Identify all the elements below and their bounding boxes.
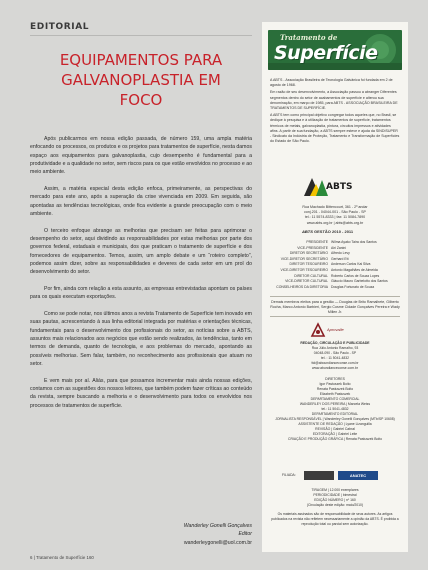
tiragem-disclaimer: Os materiais assinados são de responsabilidade de seus autores. As artigos publicados na revista não refletem necessariamente a opinião da ABTS. É proibida a reprodução total ou parcial sem autorização. — [271, 512, 399, 526]
publisher-logo — [310, 322, 360, 338]
credit-line: WANDERLEY DOS PEREIRA | Marcela Weiss — [299, 402, 371, 406]
masthead-column — [262, 22, 408, 552]
paragraph: Por fim, ainda com relação a esta assunto, as empresas entrevistadas apontam os países para os quais executam exportações. — [30, 286, 252, 301]
about-paragraph: A ABTS - Associação Brasileira de Tecnologia Galvânica foi fundada em 2 de agosto de 1968. — [270, 78, 393, 88]
paragraph: E vem mais por aí. Aliás, para que possamos incrementar mais ainda nossas edições, contamos com as sugestões dos nossos leitores, que também podem fazer críticas ao conteúdo da revista, sempre buscando a melhoria e o desenvolvimento para todos os envolvidos nos processos de tratamentos de superfície. — [30, 377, 252, 409]
title-line: GALVANOPLASTIA EM — [61, 71, 221, 89]
staff-name: Douglas Fortunato de Souza — [331, 284, 375, 289]
author-role: Editor — [238, 531, 252, 538]
staff-role: VICE-DIRETOR TESOUREIRO — [280, 267, 328, 272]
credit-heading: DEPARTAMENTO COMERCIAL — [310, 397, 360, 401]
abts-mini-logo: ABTS — [302, 229, 313, 234]
credit-line: REVISÃO | Gabriel Cabral — [315, 427, 355, 431]
staff-name: Alfredo Levy — [331, 251, 350, 256]
editorial-body — [30, 135, 252, 418]
tiragem-line: (Circulação deste edição: maio/2010) — [306, 503, 364, 507]
title-line: EQUIPAMENTOS PARA — [59, 51, 223, 69]
credit-line: Elizabeth Pastuszek — [319, 392, 351, 396]
paragraph: Após publicarmos em nossa edição passada, de número 159, uma ampla matéria enfocando os processos, os produtos e os projetos para tratamentos de superfície, nesta damos espaço aos equipamentos para galvanoplastia, cujo desempenho é fundamental para a produtividade e a qualidade no setor, sem riscos para os que estão envolvidos no processo e ao meio ambiente. — [30, 136, 252, 176]
credit-line: Renata Pastuszek Boito — [316, 387, 354, 391]
publisher-logo-text: Aprovalle — [327, 327, 344, 332]
staff-name: Airi Zanini — [331, 245, 347, 250]
section-label: EDITORIAL — [30, 22, 252, 36]
staff-role: VICE-PRESIDENTE — [297, 245, 328, 250]
credit-line: CRIAÇÃO E PRODUÇÃO GRÁFICA | Renata Pastuszek Boito — [288, 437, 382, 441]
address-line: tel.: 11 5574-8333 | fax: 11 5084-7890 — [304, 215, 366, 220]
filiada-badge — [304, 471, 334, 480]
address-link[interactable]: www.abts.org.br | abts@abts.org.br — [306, 220, 364, 225]
staff-role: VICE-DIRETOR SECRETÁRIO — [280, 256, 328, 261]
paragraph: O terceiro enfoque abrange as melhorias que precisam ser feitas para aprimorar o desempenho do setor, aqui dividindo as responsabilidades por estas melhorias por parte dos governos federal, estaduais e municipais, dos que praticam o tratamento de superfície e dos fornecedores de equipamentos. Temos, assim, um amplo debate e um “roteiro completo”, podemos assim dizer, sobre as responsabilidades e deveres de cada setor em um prol do desenvolvimento do setor. — [30, 227, 252, 276]
credit-line: ASSISTENTE DE REDAÇÃO | Lyane Lizanguilla — [298, 422, 372, 426]
publisher-line: tel. : 11 5041-4832 — [320, 356, 350, 360]
staff-name: Anderson Carlos Kai Silva — [331, 262, 371, 267]
publisher-info — [270, 341, 400, 371]
filiada-label: FILIADA: — [282, 473, 296, 477]
gestao-text: GESTÃO 2010 - 2011 — [314, 229, 354, 234]
abts-logo-text: ABTS — [326, 182, 353, 192]
anatec-badge: ANATEC — [338, 471, 378, 480]
paragraph: Como se pode notar, nos últimos anos a revista Tratamento de Superfície tem inovado em suas pautas, acrescentando à sua linha editorial integrada por matérias e orientações técnicas, fundamentais para o desenvolvimento dos profissionais do setor, as notícias sobre a ABTS, assuntos mais relacionados aos negócios que estão sendo realizados, às tendências, tanto em termos de demanda, quanto de tecnologia, e aos problemas do mercado, apontando as possíveis melhorias. Sem falar, também, no reconhecimento aos profissionais que atuam no setor. — [30, 311, 252, 368]
publisher-link[interactable]: www.abundianceconse.com.br — [312, 366, 358, 370]
staff-name: Wilma Ayako Taira dos Santos — [331, 240, 377, 244]
abts-about — [270, 78, 400, 146]
staff-row — [270, 285, 400, 291]
staff-name: Antonio Magalhães de Almeida — [331, 267, 378, 272]
page-footer: 6 | Tratamento de Superfície 160 — [30, 555, 94, 560]
about-paragraph: A ABTS tem como principal objetivo congregar todos aqueles que, no Brasil, se dedique à pesquisa e à utilização de tratamentos de superfície, tratamentos térmicos de metais, galvanoplastia, pintura, circuitos impressos e atividades afins. A partir de sua fundação, a ABTS sempre esteve e ajuda da SINDISUPER - Sindicato da Indústria de Proteção, Tratamento e Transformação de Superfícies do Estado de São Paulo. — [270, 113, 400, 144]
author-email: wanderleygonelli@uol.com.br — [183, 539, 252, 546]
editorial-title — [30, 50, 252, 110]
publisher-line: REDAÇÃO, CIRCULAÇÃO E PUBLICIDADE — [300, 341, 370, 345]
credit-line: tel.: 11 5041-4832 — [321, 407, 349, 411]
publisher-logo-icon — [310, 322, 326, 338]
other-members: Demais membros eleitos para a gestão — Douglas de Brito Ramalhete, Gilberto Rocha, Marco Antonio Barbieri, Sergio Cosme Cidade Gonçalves Pereira e Wady Millen Jr. — [270, 300, 400, 315]
staff-name: Gláucio Mauro Garbelotto dos Santos — [331, 279, 388, 284]
tiragem-line: TIRAGEM | 12.000 exemplares — [311, 488, 359, 492]
address-line: Rua Machado Bittencourt, 361 - 2º andar — [302, 205, 368, 209]
signature-block — [30, 522, 252, 547]
address-line: conj.201 - 04044-001 - São Paulo - SP — [304, 210, 366, 215]
credit-line: EDITORAÇÃO | Gabriel Leite — [312, 432, 358, 436]
publisher-link[interactable]: ttd@aboundianceconse.com.br — [311, 361, 359, 365]
credit-line: JORNALISTA RESPONSÁVEL | Wanderley Gonelli Gonçalves (MTb/SP 10608) — [275, 417, 395, 421]
title-line: FOCO — [119, 91, 163, 109]
tiragem-line: PERIODICIDADE | bimestral — [313, 493, 357, 497]
abts-address — [270, 205, 400, 226]
credits — [270, 377, 400, 442]
author-name: Wanderley Gonelli Gonçalves — [183, 523, 252, 529]
magazine-logo — [268, 30, 402, 70]
logo-text-main: Superfície — [274, 42, 378, 64]
editorial-column — [30, 22, 252, 552]
publisher-line: Rua Júlio Antonio Ramalho, 93 — [311, 346, 359, 350]
publisher-line: 04048-090 - São Paulo - SP — [313, 351, 357, 355]
staff-name: Gerhard Ett — [331, 256, 349, 261]
staff-role: DIRETOR SECRETÁRIO — [289, 251, 328, 256]
about-paragraph: Em razão de seu desenvolvimento, a Associação passou a abranger Diferentes segmentos dentro do setor de acabamentos de superfície e alterou sua denominação, em março de 1985, para ABTS - ASSOCIAÇÃO BRASILEIRA DE TRATAMENTOS DE SUPERFÍCIE. — [270, 90, 398, 111]
staff-role: PRESIDENTE — [306, 240, 328, 244]
staff-role: DIRETOR TESOUREIRO — [289, 262, 328, 267]
logo-text-top: Tratamento de — [280, 33, 338, 42]
staff-role: CONSELHEIROS DA DIRETORIA — [276, 284, 328, 289]
staff-role: VICE-DIRETOR CULTURAL — [285, 279, 328, 284]
abts-logo — [300, 172, 353, 200]
divider — [270, 316, 400, 317]
credit-heading: DEPARTAMENTO EDITORIAL — [311, 412, 359, 416]
credit-heading: DIRETORES — [325, 377, 345, 381]
staff-role: DIRETOR CULTURAL — [294, 273, 328, 278]
gestao-label — [302, 229, 382, 234]
tiragem-line: EDIÇÃO NÚMERO | nº 160 — [314, 498, 356, 502]
tiragem-info — [270, 488, 400, 527]
divider — [270, 296, 400, 297]
credit-line: Igor Pastuszek Boito — [319, 382, 351, 386]
staff-list — [270, 240, 400, 290]
paragraph: Assim, a matéria especial desta edição enfoca, primeiramente, as perspectivas do mercado para este ano, após a superação da crise vivenciada em 2009. Em seguida, são apontadas as tendências tecnológicas, onde fica evidente a grande preocupação com o meio ambiente. — [30, 186, 252, 218]
staff-name: Roberto Carlos de Souza Lopes — [331, 273, 380, 278]
